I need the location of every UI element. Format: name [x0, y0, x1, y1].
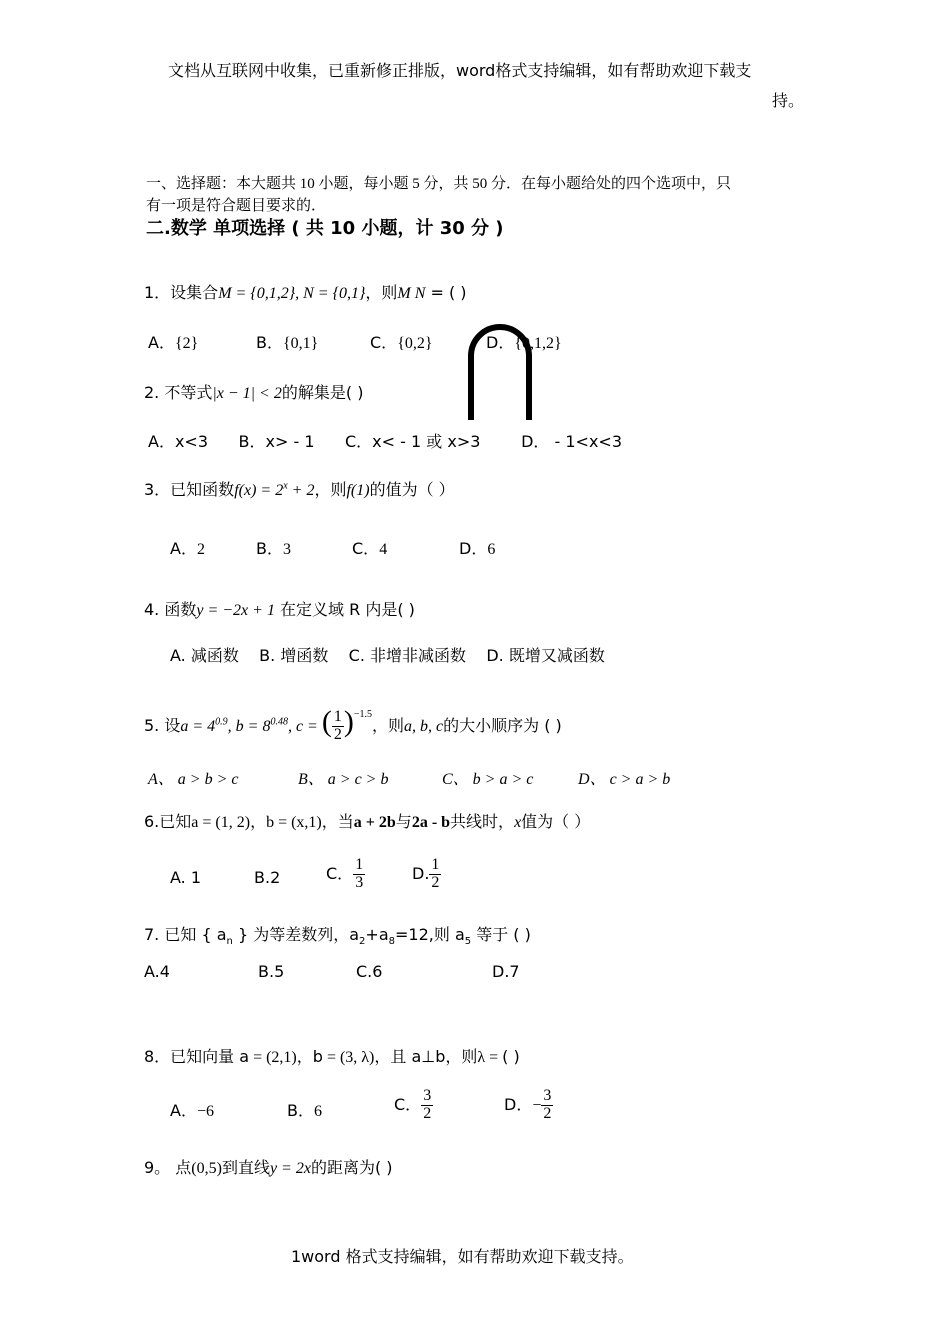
q6-option-d: D. $\frac{1}{2}$	[412, 856, 440, 891]
intro-line-2: 有一项是符合题目要求的．	[146, 198, 327, 214]
q7-option-c: C.6	[356, 962, 383, 981]
q7-option-d: D.7	[492, 962, 520, 981]
q6-option-c: C． $\frac{1}{3}$	[326, 856, 364, 891]
q8-option-c: C． $\frac{3}{2}$	[394, 1087, 432, 1122]
q1-option-c: C．{0,2}	[370, 333, 433, 352]
question-8: 8．已知向量 a = (2,1)，b = (3, λ)，且 a⊥b，则λ = ( )	[144, 1047, 520, 1066]
q7-option-b: B.5	[258, 962, 285, 981]
q5-option-c: C、 b > a > c	[442, 771, 534, 788]
intro-line-1: 一、选择题：本大题共 10 小题，每小题 5 分，共 50 分．在每小题给处的四个选项中，只	[146, 176, 732, 192]
q1-option-d: D．{0,1,2}	[486, 333, 562, 352]
q7-option-a: A.4	[144, 962, 170, 981]
q8-option-a: A．−6	[170, 1101, 214, 1120]
question-5: 5. 设$a = 4^{0.9}$, $b = 8^{0.48}$, c = ( $\frac{1}{2}$ )$^{-1.5}$，则a, b, c的大小顺序为 ( )	[144, 705, 562, 743]
q6-option-a: A. 1	[170, 868, 202, 887]
page-footer: 1word 格式支持编辑，如有帮助欢迎下载支持。	[291, 1247, 634, 1266]
q8-option-d: D．− $\frac{3}{2}$	[504, 1087, 552, 1122]
header-line-1: 文档从互联网中收集，已重新修正排版，word格式支持编辑，如有帮助欢迎下载支	[168, 61, 752, 80]
q4-options: A. 减函数 B. 增函数 C. 非增非减函数 D. 既增又减函数	[170, 646, 605, 665]
q8-option-b: B．6	[287, 1101, 322, 1120]
q5-option-d: D、 c > a > b	[578, 771, 671, 788]
q3-option-b: B．3	[256, 539, 291, 558]
q5-option-a: A、 a > b > c	[148, 771, 239, 788]
q1-option-a: A．{2}	[148, 333, 199, 352]
q3-option-d: D．6	[459, 539, 496, 558]
question-7: 7. 已知 { $a_n$ } 为等差数列，$a_2+a_8=12$,则 $a_5$ 等于 ( )	[144, 925, 531, 948]
q1-option-b: B．{0,1}	[256, 333, 319, 352]
question-1: 1．设集合M = {0,1,2}, N = {0,1}，则M N = ( )	[144, 283, 467, 302]
q5-option-b: B、 a > c > b	[298, 771, 389, 788]
q2-options: A．x<3 B．x> - 1 C．x< - 1 或 x>3 D． - 1<x<3	[148, 432, 623, 451]
question-2: 2. 不等式|x − 1| < 2的解集是( )	[144, 383, 364, 402]
question-9: 9。 点(0,5)到直线y = 2x的距离为( )	[144, 1158, 393, 1177]
q6-option-b: B.2	[254, 868, 281, 887]
question-3: 3．已知函数$f(x) = 2^x + 2$，则f(1)的值为（ ）	[144, 480, 455, 499]
section-title: 二.数学 单项选择 ( 共 10 小题，计 30 分 )	[146, 218, 504, 239]
header-line-2: 持。	[772, 91, 805, 110]
q3-option-c: C．4	[352, 539, 388, 558]
question-6: 6.已知a = (1, 2)，b = (x,1)，当a + 2b与2a - b共线时，x值为（ ）	[144, 812, 591, 831]
q3-option-a: A．2	[170, 539, 205, 558]
question-4: 4. 函数y = −2x + 1 在定义域 R 内是( )	[144, 600, 415, 619]
